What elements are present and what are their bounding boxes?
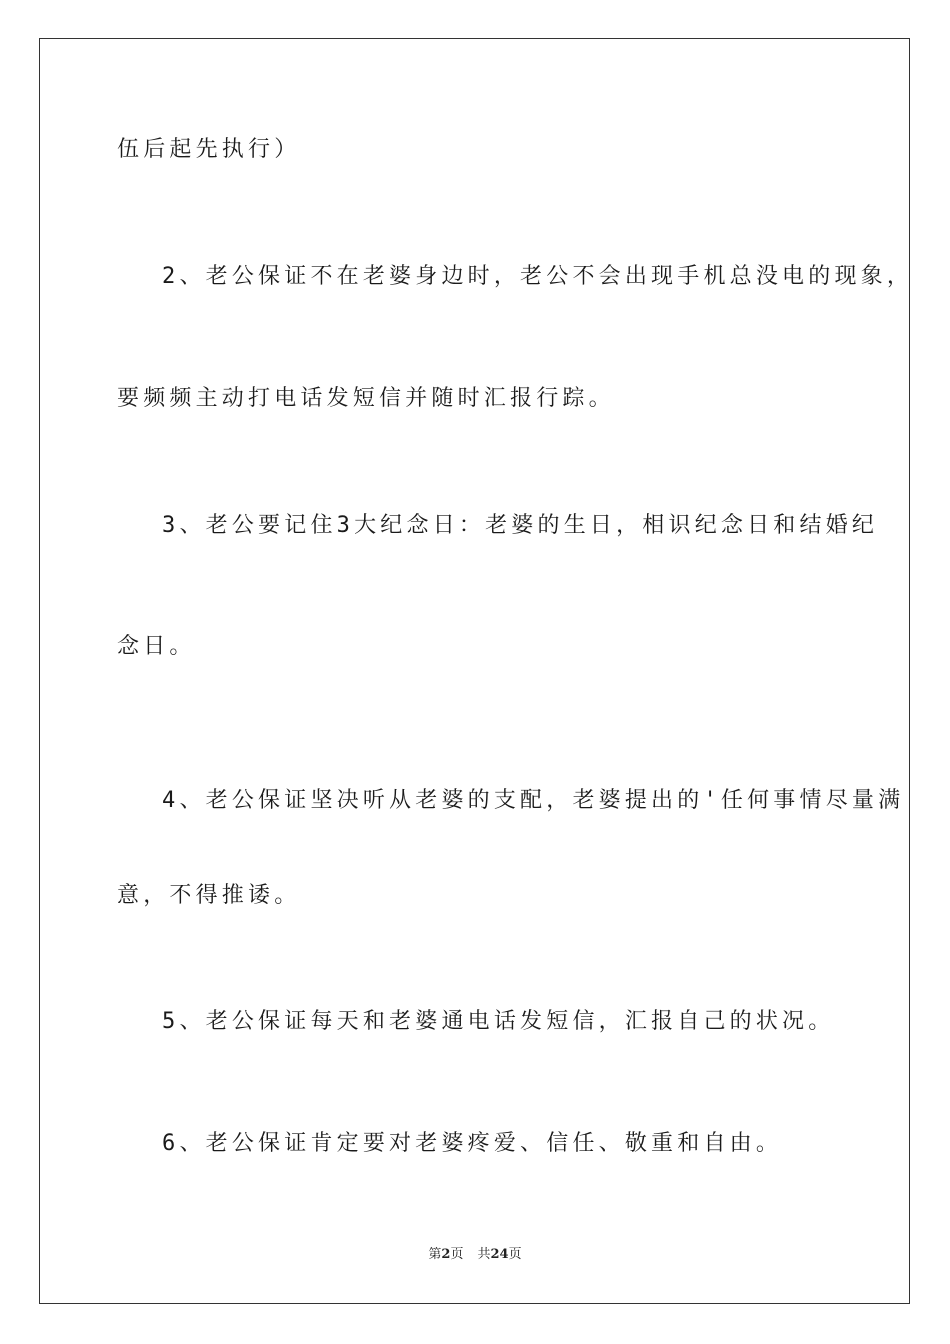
page-footer (0, 1246, 950, 1264)
text-line: 4、老公保证坚决听从老婆的支配，老婆提出的'任何事情尽量满 (162, 788, 905, 813)
text-line: 伍后起先执行） (117, 137, 301, 162)
text-line: 5、老公保证每天和老婆通电话发短信，汇报自己的状况。 (162, 1009, 835, 1034)
page-label-prefix: 第 (428, 1247, 442, 1262)
total-label-prefix: 共 (477, 1247, 491, 1262)
text-line: 2、老公保证不在老婆身边时，老公不会出现手机总没电的现象， (162, 264, 914, 289)
text-line: 意，不得推诿。 (117, 883, 301, 908)
total-pages: 24 (490, 1247, 509, 1262)
text-line: 念日。 (117, 634, 196, 659)
page-number: 2 (441, 1247, 451, 1262)
text-line: 3、老公要记住3大纪念日：老婆的生日，相识纪念日和结婚纪 (162, 513, 879, 538)
text-line: 6、老公保证肯定要对老婆疼爱、信任、敬重和自由。 (162, 1131, 783, 1156)
total-label-suffix: 页 (508, 1247, 522, 1262)
text-line: 要频频主动打电话发短信并随时汇报行踪。 (117, 386, 615, 411)
page-label-suffix: 页 (450, 1247, 464, 1262)
page-border (39, 38, 910, 1304)
